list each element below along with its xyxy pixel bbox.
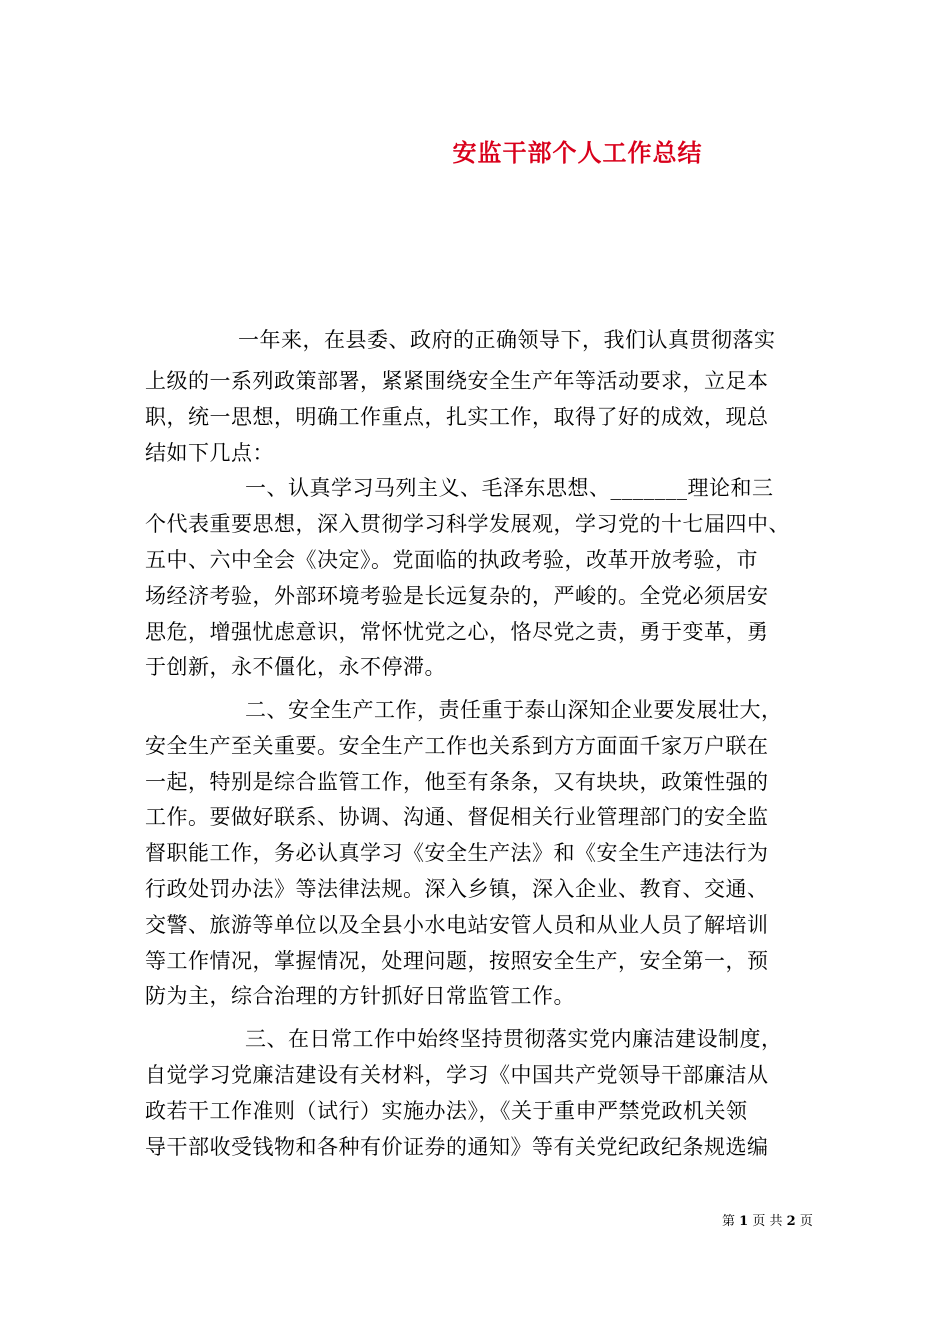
- body-line: 自觉学习党廉洁建设有关材料，学习《中国共产党领导干部廉洁从: [145, 1063, 769, 1087]
- body-line: 行政处罚办法》等法律法规。深入乡镇，深入企业、教育、交通、: [145, 877, 769, 901]
- footer-total-pages: 2: [786, 1214, 796, 1229]
- body-line: 结如下几点：: [145, 441, 274, 465]
- body-line: 二、安全生产工作，责任重于泰山深知企业要发展壮大，: [245, 698, 783, 722]
- body-line: 于创新，永不僵化，永不停滞。: [145, 655, 446, 679]
- body-line: 政若干工作准则（试行）实施办法》，《关于重申严禁党政机关领: [145, 1099, 748, 1123]
- footer-middle: 页 共: [752, 1214, 783, 1229]
- page-title: 安监干部个人工作总结: [452, 139, 703, 167]
- body-line: 思危，增强忧虑意识，常怀忧党之心，恪尽党之责，勇于变革，勇: [145, 620, 769, 644]
- body-line: 防为主，综合治理的方针抓好日常监管工作。: [145, 984, 575, 1008]
- body-line: 五中、六中全会《决定》。党面临的执政考验，改革开放考验，市: [145, 548, 758, 572]
- body-line: 交警、旅游等单位以及全县小水电站安管人员和从业人员了解培训: [145, 913, 769, 937]
- body-line: 上级的一系列政策部署，紧紧围绕安全生产年等活动要求，立足本: [145, 369, 769, 393]
- page-footer: [722, 1210, 813, 1229]
- body-line: 导干部收受钱物和各种有价证券的通知》等有关党纪政纪条规选编: [145, 1135, 769, 1159]
- body-line: 一起，特别是综合监管工作，他至有条条，又有块块，政策性强的: [145, 770, 769, 794]
- footer-current-page: 1: [739, 1214, 749, 1229]
- body-line: 督职能工作，务必认真学习《安全生产法》和《安全生产违法行为: [145, 841, 769, 865]
- body-line: 工作。要做好联系、协调、沟通、督促相关行业管理部门的安全监: [145, 805, 769, 829]
- body-line: 三、在日常工作中始终坚持贯彻落实党内廉洁建设制度，: [245, 1027, 783, 1051]
- footer-prefix: 第: [722, 1214, 736, 1229]
- body-line: 一年来，在县委、政府的正确领导下，我们认真贯彻落实: [238, 328, 776, 352]
- body-line: 等工作情况，掌握情况，处理问题，按照安全生产，安全第一，预: [145, 949, 769, 973]
- body-line: 安全生产至关重要。安全生产工作也关系到方方面面千家万户联在: [145, 734, 769, 758]
- body-line: 个代表重要思想，深入贯彻学习科学发展观，学习党的十七届四中、: [145, 512, 790, 536]
- footer-suffix: 页: [799, 1214, 813, 1229]
- body-line: 一、认真学习马列主义、毛泽东思想、_______理论和三: [245, 476, 774, 500]
- body-line: 场经济考验，外部环境考验是长远复杂的，严峻的。全党必须居安: [145, 584, 769, 608]
- body-line: 职，统一思想，明确工作重点，扎实工作，取得了好的成效，现总: [145, 405, 769, 429]
